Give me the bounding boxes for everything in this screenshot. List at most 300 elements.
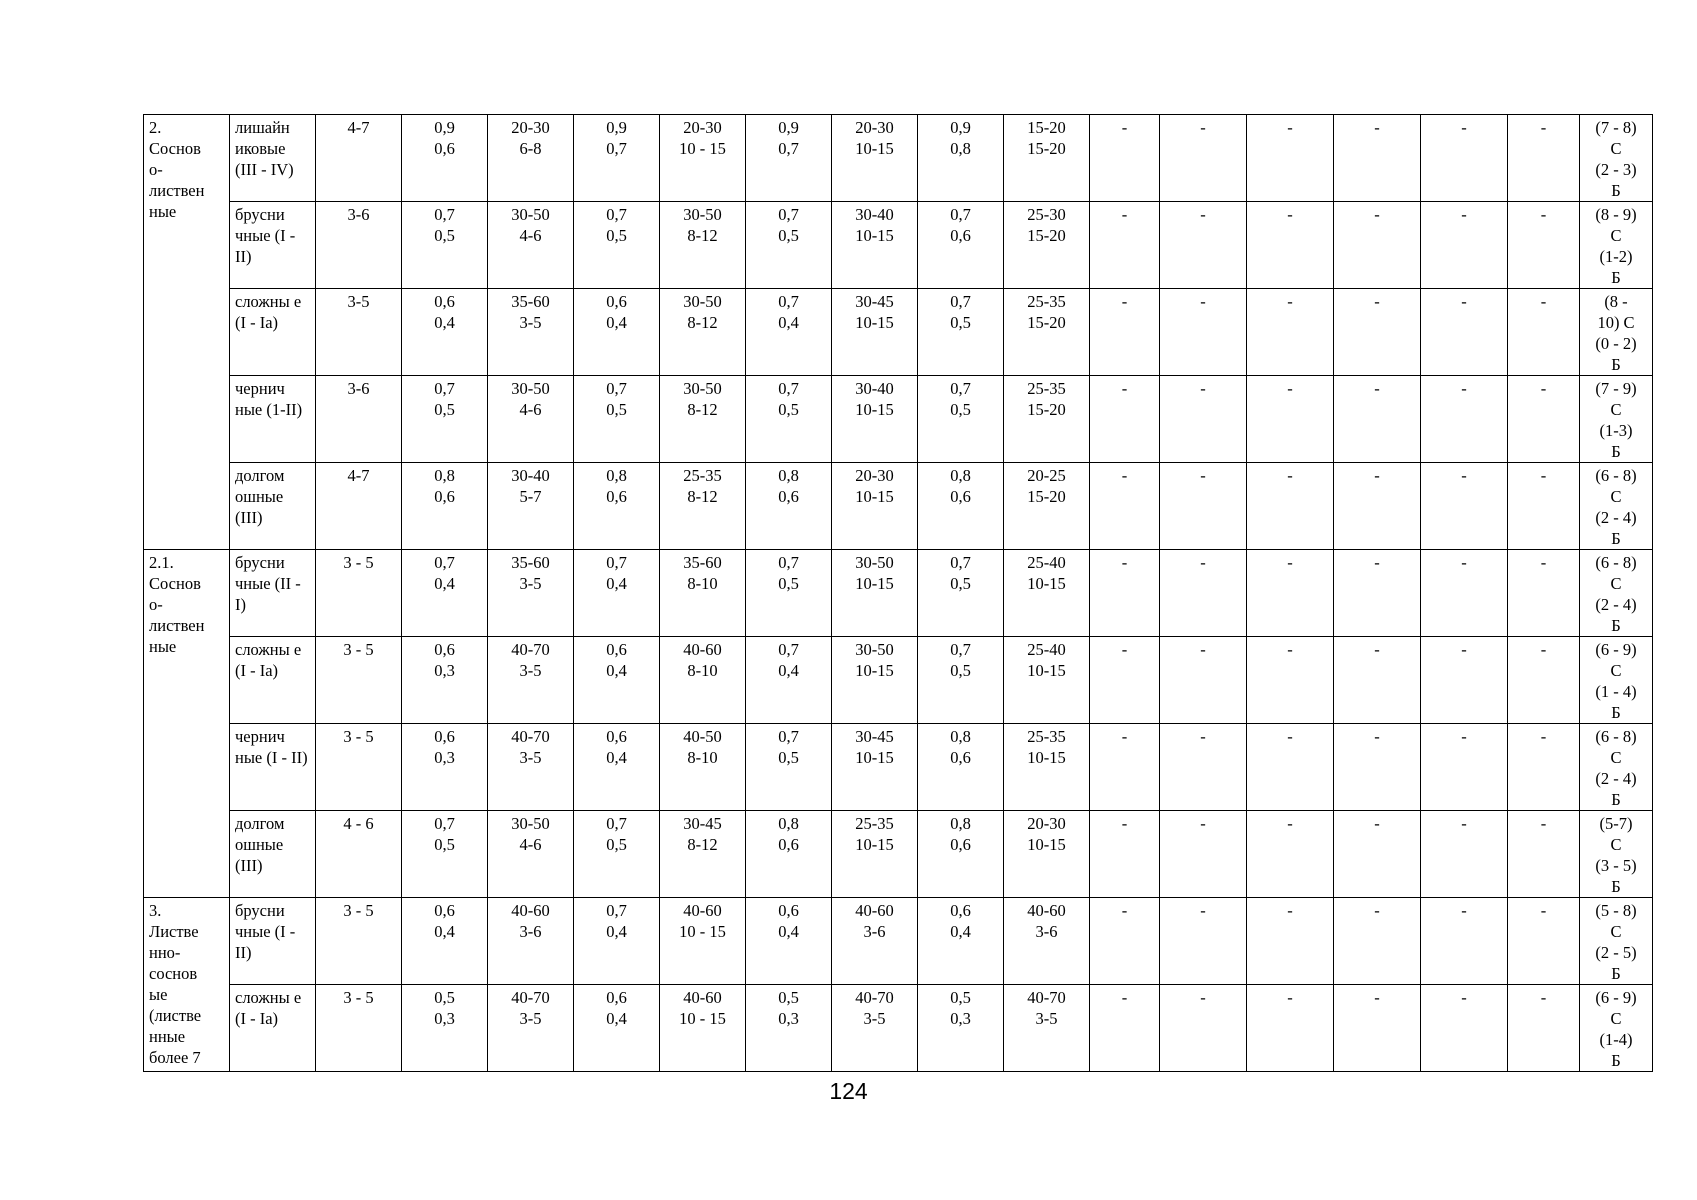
- cell-text: 0,7 0,4: [606, 553, 627, 593]
- cell-text: -: [1121, 814, 1128, 833]
- cell-text: 0,6 0,4: [606, 988, 627, 1028]
- cell-text: 40-70 3-5: [511, 640, 550, 680]
- value-cell: [746, 637, 832, 724]
- value-cell: [316, 724, 402, 811]
- group-label-line: о-: [149, 160, 163, 179]
- cell-text: 40-70 3-5: [511, 727, 550, 767]
- value-cell: [1334, 289, 1421, 376]
- cell-text: 30-50 8-12: [683, 292, 722, 332]
- value-cell: [918, 811, 1004, 898]
- cell-text: -: [1540, 379, 1547, 398]
- forest-type-cell: [230, 463, 316, 550]
- value-cell: [1247, 463, 1334, 550]
- cell-text: 0,6 0,4: [606, 292, 627, 332]
- value-cell: [488, 115, 574, 202]
- value-cell: [746, 463, 832, 550]
- value-cell: [1247, 289, 1334, 376]
- cell-text: 0,7 0,5: [434, 205, 455, 245]
- table-row: [144, 202, 1653, 289]
- cell-text: -: [1540, 466, 1547, 485]
- cell-text: 30-45 10-15: [855, 727, 894, 767]
- cell-text: 0,8 0,6: [434, 466, 455, 506]
- value-cell: [574, 289, 660, 376]
- value-cell: [1004, 637, 1090, 724]
- cell-text: 0,7 0,5: [434, 814, 455, 854]
- value-cell: [1004, 985, 1090, 1072]
- value-cell: [832, 811, 918, 898]
- cell-text: -: [1374, 727, 1380, 746]
- cell-text: (6 - 8) С (2 - 4) Б: [1595, 466, 1637, 548]
- value-cell: [488, 289, 574, 376]
- group-label-line: листвен: [149, 181, 205, 200]
- cell-text: 25-35 15-20: [1027, 379, 1066, 419]
- forest-stand-table: [143, 114, 1653, 1072]
- value-cell: [1334, 724, 1421, 811]
- cell-text: -: [1461, 814, 1467, 833]
- value-cell: [1580, 637, 1653, 724]
- cell-text: 0,7 0,5: [606, 205, 627, 245]
- cell-text: -: [1374, 988, 1380, 1007]
- value-cell: [1334, 811, 1421, 898]
- value-cell: [660, 985, 746, 1072]
- value-cell: [660, 463, 746, 550]
- value-cell: [1160, 811, 1247, 898]
- value-cell: [1090, 550, 1160, 637]
- value-cell: [1090, 115, 1160, 202]
- value-cell: [1004, 550, 1090, 637]
- value-cell: [1160, 550, 1247, 637]
- cell-text: -: [1461, 640, 1467, 659]
- value-cell: [488, 376, 574, 463]
- cell-text: 0,8 0,6: [778, 466, 799, 506]
- cell-text: 0,6 0,4: [950, 901, 971, 941]
- value-cell: [660, 376, 746, 463]
- cell-text: 0,7 0,5: [950, 553, 971, 593]
- cell-text: 0,8 0,6: [950, 727, 971, 767]
- value-cell: [1160, 463, 1247, 550]
- value-cell: [1247, 115, 1334, 202]
- value-cell: [832, 898, 918, 985]
- cell-text: -: [1121, 292, 1128, 311]
- value-cell: [316, 289, 402, 376]
- cell-text: брусни чные (I - II): [235, 901, 296, 962]
- value-cell: [1334, 202, 1421, 289]
- value-cell: [832, 202, 918, 289]
- cell-text: -: [1200, 292, 1206, 311]
- cell-text: 4 - 6: [343, 814, 374, 833]
- cell-text: 30-40 10-15: [855, 205, 894, 245]
- cell-text: 3 - 5: [343, 640, 374, 659]
- cell-text: 0,7 0,5: [950, 379, 971, 419]
- cell-text: 0,7 0,5: [950, 292, 971, 332]
- cell-text: -: [1121, 640, 1128, 659]
- group-label-line: Соснов: [149, 574, 201, 593]
- cell-text: 0,8 0,6: [950, 466, 971, 506]
- cell-text: -: [1200, 727, 1206, 746]
- cell-text: 0,6 0,3: [434, 640, 455, 680]
- value-cell: [1004, 811, 1090, 898]
- cell-text: 30-50 4-6: [511, 814, 550, 854]
- cell-text: 0,9 0,7: [778, 118, 799, 158]
- cell-text: -: [1121, 118, 1128, 137]
- cell-text: -: [1461, 466, 1467, 485]
- value-cell: [1421, 115, 1508, 202]
- value-cell: [402, 985, 488, 1072]
- cell-text: 30-45 10-15: [855, 292, 894, 332]
- cell-text: 30-45 8-12: [683, 814, 722, 854]
- value-cell: [1334, 985, 1421, 1072]
- value-cell: [1508, 202, 1580, 289]
- value-cell: [1247, 985, 1334, 1072]
- cell-text: 30-40 5-7: [511, 466, 550, 506]
- cell-text: 25-35 10-15: [1027, 727, 1066, 767]
- value-cell: [918, 463, 1004, 550]
- value-cell: [574, 985, 660, 1072]
- cell-text: 30-50 10-15: [855, 553, 894, 593]
- cell-text: -: [1200, 901, 1206, 920]
- value-cell: [1421, 811, 1508, 898]
- value-cell: [660, 637, 746, 724]
- cell-text: -: [1287, 553, 1293, 572]
- value-cell: [1247, 202, 1334, 289]
- value-cell: [1580, 376, 1653, 463]
- cell-text: 0,7 0,4: [778, 292, 799, 332]
- value-cell: [1580, 811, 1653, 898]
- cell-text: 0,9 0,7: [606, 118, 627, 158]
- cell-text: 0,9 0,8: [950, 118, 971, 158]
- cell-text: 25-30 15-20: [1027, 205, 1066, 245]
- cell-text: 40-60 3-6: [511, 901, 550, 941]
- cell-text: 0,6 0,4: [434, 292, 455, 332]
- value-cell: [1508, 811, 1580, 898]
- cell-text: -: [1287, 814, 1293, 833]
- value-cell: [660, 811, 746, 898]
- value-cell: [1247, 637, 1334, 724]
- value-cell: [316, 550, 402, 637]
- value-cell: [1508, 724, 1580, 811]
- cell-text: (7 - 8) С (2 - 3) Б: [1595, 118, 1637, 200]
- cell-text: долгом ошные (III): [235, 466, 285, 527]
- value-cell: [316, 811, 402, 898]
- cell-text: (8 - 10) С (0 - 2) Б: [1595, 292, 1637, 374]
- value-cell: [660, 550, 746, 637]
- cell-text: 0,6 0,4: [434, 901, 455, 941]
- value-cell: [918, 115, 1004, 202]
- value-cell: [918, 637, 1004, 724]
- value-cell: [488, 811, 574, 898]
- value-cell: [746, 550, 832, 637]
- cell-text: (6 - 8) С (2 - 4) Б: [1595, 553, 1637, 635]
- cell-text: 30-50 8-12: [683, 379, 722, 419]
- cell-text: 0,5 0,3: [778, 988, 799, 1028]
- group-label-line: 3.: [149, 901, 162, 920]
- cell-text: -: [1374, 901, 1380, 920]
- cell-text: 0,7 0,5: [606, 379, 627, 419]
- cell-text: -: [1540, 901, 1547, 920]
- cell-text: -: [1540, 205, 1547, 224]
- value-cell: [746, 202, 832, 289]
- value-cell: [832, 115, 918, 202]
- table-row: [144, 724, 1653, 811]
- cell-text: 40-60 10 - 15: [679, 988, 726, 1028]
- cell-text: -: [1287, 727, 1293, 746]
- table-row: [144, 985, 1653, 1072]
- value-cell: [1247, 724, 1334, 811]
- cell-text: -: [1121, 205, 1128, 224]
- forest-type-cell: [230, 550, 316, 637]
- value-cell: [1004, 463, 1090, 550]
- cell-text: (6 - 8) С (2 - 4) Б: [1595, 727, 1637, 809]
- value-cell: [402, 898, 488, 985]
- value-cell: [832, 289, 918, 376]
- value-cell: [316, 985, 402, 1072]
- cell-text: 0,6 0,4: [778, 901, 799, 941]
- cell-text: -: [1540, 814, 1547, 833]
- forest-type-cell: [230, 376, 316, 463]
- value-cell: [574, 463, 660, 550]
- cell-text: чернич ные (1-II): [235, 379, 303, 419]
- value-cell: [660, 202, 746, 289]
- cell-text: -: [1374, 205, 1380, 224]
- cell-text: -: [1374, 466, 1380, 485]
- cell-text: брусни чные (I - II): [235, 205, 296, 266]
- value-cell: [1004, 289, 1090, 376]
- group-label-cell: [144, 550, 230, 898]
- value-cell: [1090, 637, 1160, 724]
- cell-text: 30-40 10-15: [855, 379, 894, 419]
- value-cell: [746, 898, 832, 985]
- cell-text: лишайн иковые (III - IV): [235, 118, 294, 179]
- value-cell: [1247, 898, 1334, 985]
- cell-text: 0,7 0,4: [434, 553, 455, 593]
- value-cell: [918, 985, 1004, 1072]
- cell-text: (5 - 8) С (2 - 5) Б: [1595, 901, 1637, 983]
- cell-text: -: [1540, 640, 1547, 659]
- forest-type-cell: [230, 724, 316, 811]
- value-cell: [402, 550, 488, 637]
- cell-text: -: [1374, 118, 1380, 137]
- value-cell: [574, 898, 660, 985]
- value-cell: [1421, 376, 1508, 463]
- cell-text: 4-7: [347, 118, 370, 137]
- cell-text: 3-6: [347, 205, 370, 224]
- cell-text: 20-30 10 - 15: [679, 118, 726, 158]
- group-label-line: листвен: [149, 616, 205, 635]
- group-label-cell: [144, 898, 230, 1072]
- value-cell: [832, 985, 918, 1072]
- value-cell: [1421, 985, 1508, 1072]
- cell-text: (5-7) С (3 - 5) Б: [1595, 814, 1637, 896]
- cell-text: 15-20 15-20: [1027, 118, 1066, 158]
- cell-text: 30-50 4-6: [511, 205, 550, 245]
- value-cell: [402, 289, 488, 376]
- value-cell: [1334, 376, 1421, 463]
- cell-text: (6 - 9) С (1-4) Б: [1595, 988, 1637, 1070]
- value-cell: [574, 637, 660, 724]
- value-cell: [1508, 289, 1580, 376]
- value-cell: [918, 724, 1004, 811]
- value-cell: [1580, 463, 1653, 550]
- value-cell: [1004, 898, 1090, 985]
- value-cell: [1508, 898, 1580, 985]
- value-cell: [316, 898, 402, 985]
- cell-text: -: [1121, 901, 1128, 920]
- cell-text: -: [1287, 205, 1293, 224]
- value-cell: [1334, 550, 1421, 637]
- forest-type-cell: [230, 115, 316, 202]
- value-cell: [1580, 898, 1653, 985]
- cell-text: -: [1287, 640, 1293, 659]
- value-cell: [316, 115, 402, 202]
- table-row: [144, 637, 1653, 724]
- cell-text: 20-30 6-8: [511, 118, 550, 158]
- value-cell: [1580, 289, 1653, 376]
- cell-text: 0,7 0,5: [778, 205, 799, 245]
- cell-text: 40-60 8-10: [683, 640, 722, 680]
- cell-text: -: [1200, 553, 1206, 572]
- forest-type-cell: [230, 811, 316, 898]
- value-cell: [402, 115, 488, 202]
- cell-text: -: [1287, 292, 1293, 311]
- value-cell: [1334, 898, 1421, 985]
- value-cell: [1090, 376, 1160, 463]
- value-cell: [1160, 376, 1247, 463]
- cell-text: 30-50 4-6: [511, 379, 550, 419]
- cell-text: 20-25 15-20: [1027, 466, 1066, 506]
- cell-text: -: [1461, 205, 1467, 224]
- value-cell: [660, 898, 746, 985]
- cell-text: -: [1200, 814, 1206, 833]
- value-cell: [1508, 550, 1580, 637]
- value-cell: [1580, 115, 1653, 202]
- cell-text: -: [1200, 379, 1206, 398]
- cell-text: 20-30 10-15: [855, 466, 894, 506]
- group-label-line: о-: [149, 595, 163, 614]
- cell-text: 40-60 3-6: [1027, 901, 1066, 941]
- cell-text: 0,8 0,6: [606, 466, 627, 506]
- group-label-cell: [144, 115, 230, 550]
- value-cell: [1160, 985, 1247, 1072]
- cell-text: -: [1374, 292, 1380, 311]
- value-cell: [1090, 202, 1160, 289]
- cell-text: 20-30 10-15: [1027, 814, 1066, 854]
- forest-type-cell: [230, 985, 316, 1072]
- cell-text: 0,6 0,3: [434, 727, 455, 767]
- table-row: [144, 115, 1653, 202]
- value-cell: [316, 376, 402, 463]
- cell-text: -: [1121, 727, 1128, 746]
- cell-text: 3 - 5: [343, 553, 374, 572]
- value-cell: [402, 376, 488, 463]
- value-cell: [1247, 550, 1334, 637]
- value-cell: [1421, 550, 1508, 637]
- group-label-line: нные: [149, 1027, 186, 1046]
- value-cell: [1508, 115, 1580, 202]
- cell-text: 0,7 0,5: [606, 814, 627, 854]
- cell-text: чернич ные (I - II): [235, 727, 308, 767]
- forest-type-cell: [230, 637, 316, 724]
- value-cell: [402, 202, 488, 289]
- value-cell: [1160, 289, 1247, 376]
- value-cell: [1421, 637, 1508, 724]
- value-cell: [1580, 724, 1653, 811]
- value-cell: [746, 985, 832, 1072]
- group-label-line: Соснов: [149, 139, 201, 158]
- value-cell: [832, 724, 918, 811]
- value-cell: [1580, 202, 1653, 289]
- cell-text: 25-40 10-15: [1027, 553, 1066, 593]
- page-number: 124: [829, 1078, 868, 1104]
- value-cell: [1508, 637, 1580, 724]
- value-cell: [832, 463, 918, 550]
- group-label-line: соснов: [149, 964, 198, 983]
- value-cell: [746, 376, 832, 463]
- cell-text: 0,8 0,6: [950, 814, 971, 854]
- cell-text: -: [1200, 118, 1206, 137]
- cell-text: -: [1287, 379, 1293, 398]
- cell-text: -: [1121, 379, 1128, 398]
- value-cell: [488, 637, 574, 724]
- value-cell: [1421, 898, 1508, 985]
- value-cell: [1090, 724, 1160, 811]
- cell-text: 40-70 3-5: [855, 988, 894, 1028]
- cell-text: -: [1200, 988, 1206, 1007]
- cell-text: 0,7 0,6: [950, 205, 971, 245]
- value-cell: [1334, 637, 1421, 724]
- cell-text: -: [1287, 988, 1293, 1007]
- cell-text: -: [1461, 727, 1467, 746]
- cell-text: -: [1200, 640, 1206, 659]
- table-row: [144, 811, 1653, 898]
- cell-text: (8 - 9) С (1-2) Б: [1595, 205, 1637, 287]
- table-row: [144, 289, 1653, 376]
- value-cell: [832, 376, 918, 463]
- cell-text: 0,7 0,5: [434, 379, 455, 419]
- forest-type-cell: [230, 202, 316, 289]
- value-cell: [918, 289, 1004, 376]
- cell-text: -: [1287, 118, 1293, 137]
- forest-type-cell: [230, 289, 316, 376]
- cell-text: 0,7 0,5: [778, 553, 799, 593]
- cell-text: -: [1540, 292, 1547, 311]
- cell-text: 35-60 3-5: [511, 292, 550, 332]
- value-cell: [918, 550, 1004, 637]
- cell-text: 25-35 10-15: [855, 814, 894, 854]
- table-row: [144, 463, 1653, 550]
- value-cell: [1160, 115, 1247, 202]
- cell-text: 30-50 8-12: [683, 205, 722, 245]
- cell-text: 3 - 5: [343, 727, 374, 746]
- value-cell: [1090, 463, 1160, 550]
- table-row: [144, 550, 1653, 637]
- value-cell: [402, 463, 488, 550]
- cell-text: 0,7 0,4: [778, 640, 799, 680]
- cell-text: сложны е (I - Ia): [235, 640, 302, 680]
- cell-text: -: [1461, 988, 1467, 1007]
- cell-text: 0,6 0,4: [606, 727, 627, 767]
- value-cell: [488, 550, 574, 637]
- group-label-line: (листве: [149, 1006, 202, 1025]
- cell-text: -: [1287, 466, 1293, 485]
- value-cell: [746, 724, 832, 811]
- cell-text: -: [1121, 553, 1128, 572]
- value-cell: [316, 463, 402, 550]
- cell-text: 0,6 0,4: [606, 640, 627, 680]
- value-cell: [1508, 463, 1580, 550]
- cell-text: (6 - 9) С (1 - 4) Б: [1595, 640, 1637, 722]
- value-cell: [316, 637, 402, 724]
- cell-text: -: [1461, 901, 1467, 920]
